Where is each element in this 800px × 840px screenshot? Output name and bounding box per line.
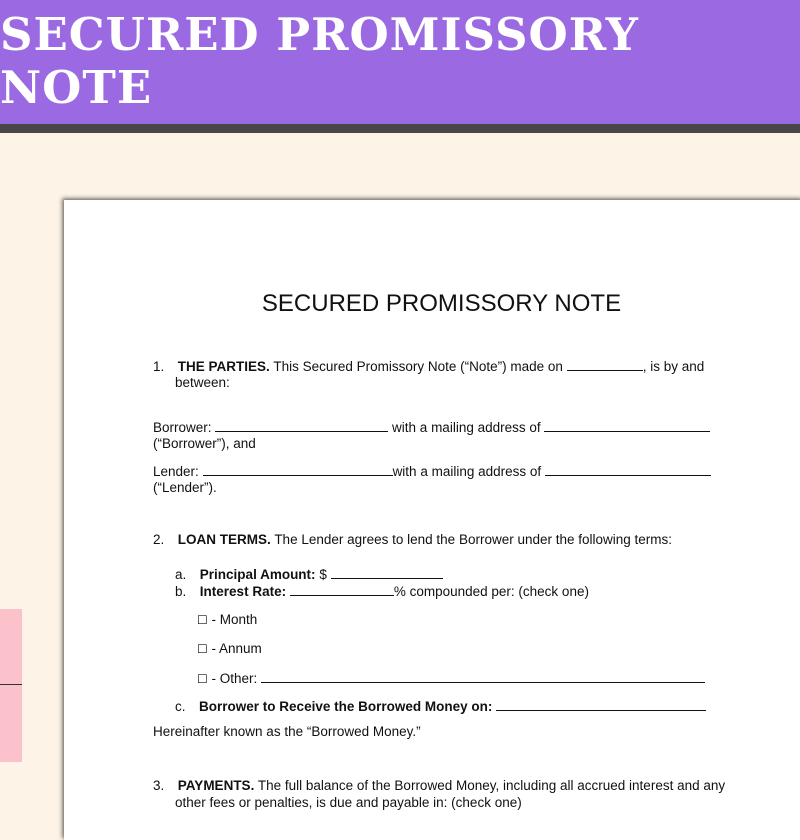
section-2-line <box>153 532 672 548</box>
lender-label: Lender: <box>153 464 199 479</box>
hereinafter-text: Hereinafter known as the “Borrowed Money.” <box>153 724 421 739</box>
lender-alias: (“Lender”). <box>153 480 217 495</box>
receive-money-label: Borrower to Receive the Borrowed Money on: <box>199 699 493 714</box>
interest-rate-label: Interest Rate: <box>199 584 287 599</box>
lender-address-blank[interactable] <box>545 463 711 476</box>
borrower-address-blank[interactable] <box>544 419 710 432</box>
checkbox-month-icon[interactable]: ☐ <box>197 613 208 627</box>
lender-name-blank[interactable] <box>203 463 393 476</box>
item-c-letter: c. <box>175 699 186 714</box>
section-1-text: This Secured Promissory Note (“Note”) made on <box>273 359 563 374</box>
side-tab-line <box>0 684 22 685</box>
borrower-name-blank[interactable] <box>215 419 388 432</box>
section-2-number: 2. <box>153 532 165 547</box>
date-blank[interactable] <box>567 358 643 371</box>
banner-title: SECURED PROMISSORY NOTE <box>0 8 639 114</box>
document-title: SECURED PROMISSORY NOTE <box>261 290 622 317</box>
section-2-heading: LOAN TERMS. <box>177 532 271 547</box>
option-month[interactable] <box>197 612 257 628</box>
header-banner <box>0 0 800 124</box>
lender-line <box>153 463 711 480</box>
section-3-line-2: other fees or penalties, is due and payable in: (check one) <box>175 795 522 810</box>
option-annum-label: - Annum <box>211 641 262 656</box>
borrower-label: Borrower: <box>153 420 212 435</box>
section-3-number: 3. <box>153 778 165 793</box>
borrower-line <box>153 419 710 436</box>
option-other-label: - Other: <box>211 671 258 686</box>
side-tab <box>0 609 22 762</box>
interest-rate-text: % compounded per: (check one) <box>393 584 589 599</box>
section-1-text-end: , is by and <box>642 359 705 374</box>
principal-amount-blank[interactable] <box>331 566 443 579</box>
interest-rate-line <box>175 583 589 600</box>
section-3-line <box>153 778 725 794</box>
option-other[interactable] <box>197 670 705 687</box>
section-1-heading: THE PARTIES. <box>177 359 270 374</box>
receive-date-blank[interactable] <box>496 698 706 711</box>
borrower-alias: (“Borrower”), and <box>153 436 256 451</box>
section-3-text: The full balance of the Borrowed Money, including all accrued interest and any <box>257 778 726 793</box>
section-2-text: The Lender agrees to lend the Borrower under the following terms: <box>274 532 673 547</box>
item-a-letter: a. <box>175 567 187 582</box>
principal-amount-line <box>175 566 443 583</box>
item-b-letter: b. <box>175 584 187 599</box>
dollar-sign: $ <box>319 567 327 582</box>
section-3-heading: PAYMENTS. <box>177 778 255 793</box>
checkbox-other-icon[interactable]: ☐ <box>197 672 208 686</box>
lender-mail-label: with a mailing address of <box>392 464 542 479</box>
option-month-label: - Month <box>211 612 258 627</box>
checkbox-annum-icon[interactable]: ☐ <box>197 642 208 656</box>
section-1-line-2: between: <box>175 375 230 390</box>
receive-money-line <box>175 698 706 715</box>
banner-divider <box>0 124 800 133</box>
principal-amount-label: Principal Amount: <box>199 567 316 582</box>
option-annum[interactable] <box>197 641 262 657</box>
section-1-line-1 <box>153 358 704 375</box>
other-period-blank[interactable] <box>261 670 705 683</box>
interest-rate-blank[interactable] <box>290 583 394 596</box>
section-1-number: 1. <box>153 359 165 374</box>
borrower-mail-label: with a mailing address of <box>392 420 541 435</box>
